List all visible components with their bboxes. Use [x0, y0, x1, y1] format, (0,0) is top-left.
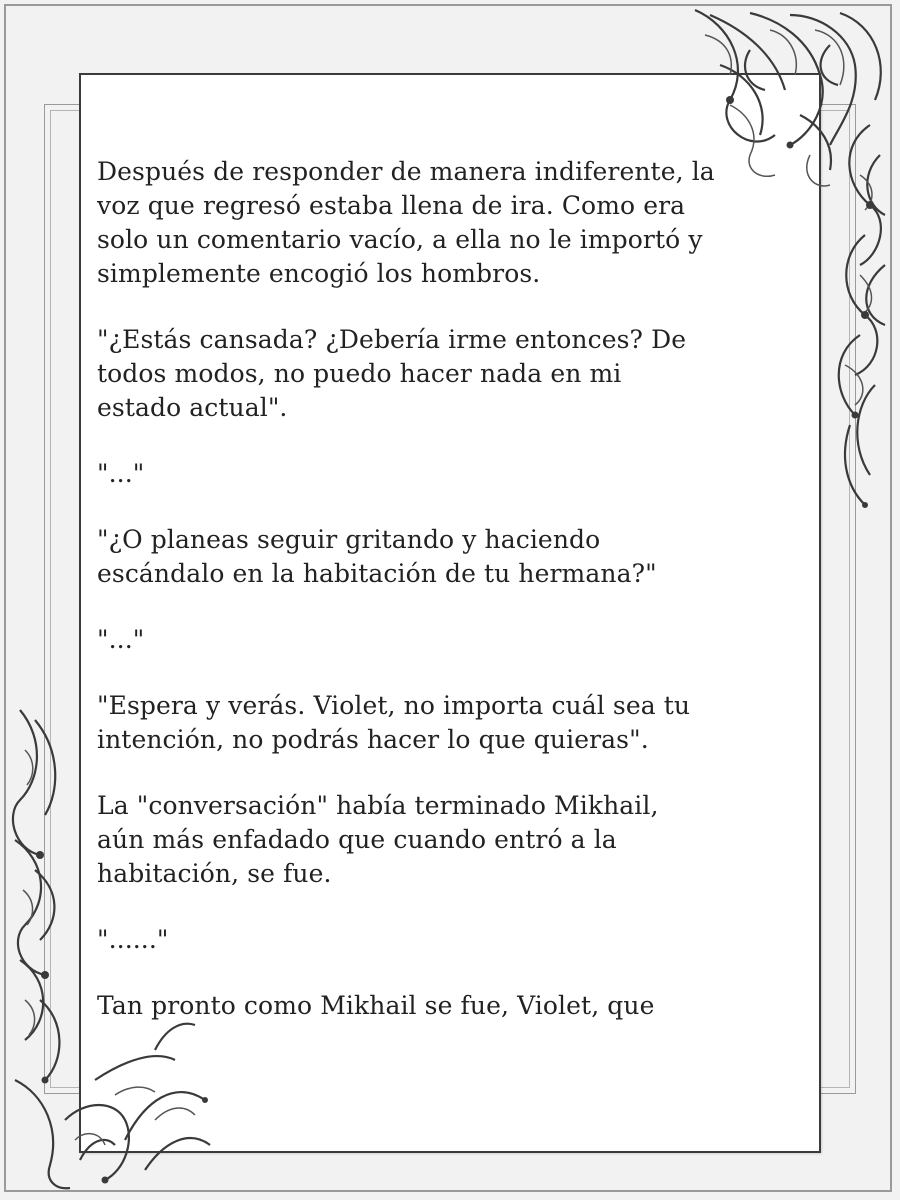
- paragraph: La "conversación" había terminado Mikhail, aún más enfadado que cuando entró a la habitación, se fue.: [97, 791, 659, 888]
- paragraph: "......": [97, 925, 169, 954]
- paragraph: Tan pronto como Mikhail se fue, Violet, que: [97, 991, 655, 1020]
- paragraph: "Espera y verás. Violet, no importa cuál sea tu intención, no podrás hacer lo que quieras".: [97, 691, 691, 754]
- paragraph: "...": [97, 459, 145, 488]
- paragraph: Después de responder de manera indiferente, la voz que regresó estaba llena de ira. Como era solo un comentario vacío, a ella no le importó y simplemente encogió los hombros.: [97, 157, 715, 288]
- story-text: [97, 155, 817, 1055]
- paragraph: "¿O planeas seguir gritando y haciendo escándalo en la habitación de tu hermana?": [97, 525, 657, 588]
- paragraph: "¿Estás cansada? ¿Debería irme entonces? De todos modos, no puedo hacer nada en mi estado actual".: [97, 325, 687, 422]
- paragraph: "...": [97, 625, 145, 654]
